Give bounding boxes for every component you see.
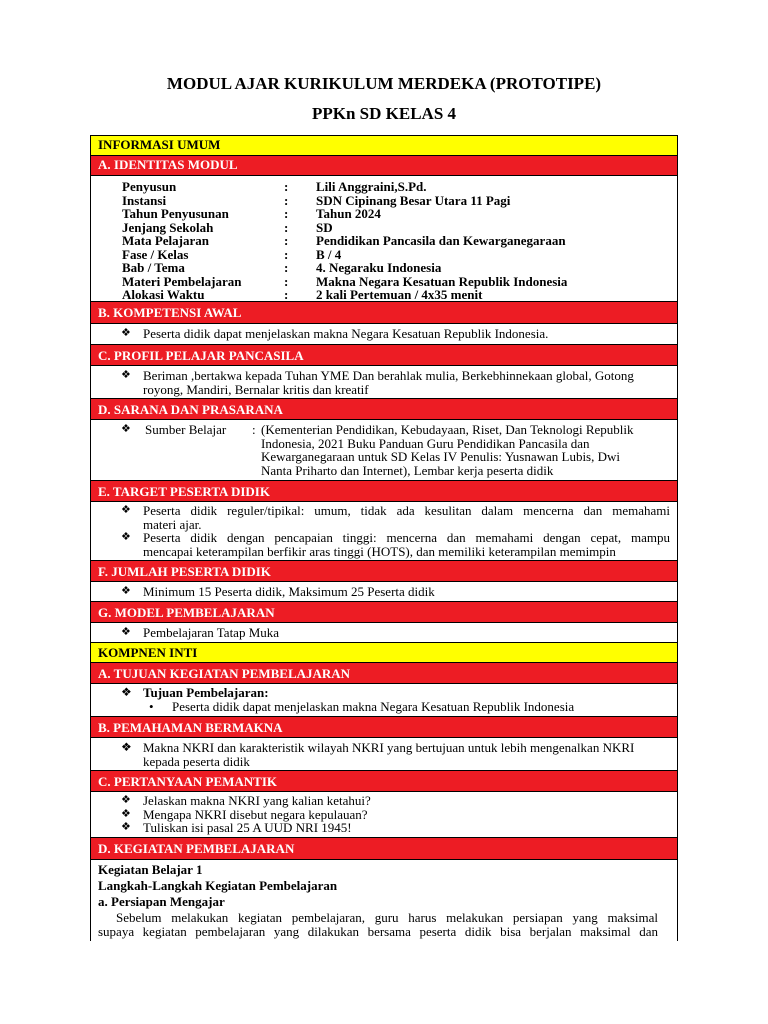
identitas-label: Fase / Kelas [122,246,189,262]
identitas-label: Alokasi Waktu [122,287,205,302]
sarana-prasarana-section [91,420,677,481]
kegiatan-header: D. KEGIATAN PEMBELAJARAN [91,838,677,860]
kompetensi-item: Peserta didik dapat menjelaskan makna Negara Kesatuan Republik Indonesia. [143,326,549,341]
sumber-belajar-line: (Kementerian Pendidikan, Kebudayaan, Riset, Dan Teknologi Republik [261,422,634,437]
identitas-modul-section [91,176,677,302]
target-peserta-section [91,502,677,561]
identitas-value: 4. Negaraku Indonesia [316,260,442,275]
identitas-value: SD [316,219,333,235]
pemahaman-header: B. PEMAHAMAN BERMAKNA [91,717,677,738]
profil-pancasila-header: C. PROFIL PELAJAR PANCASILA [91,345,677,366]
document-subtitle: PPKn SD KELAS 4 [311,104,457,123]
tujuan-item: Peserta didik dapat menjelaskan makna Negara Kesatuan Republik Indonesia [172,698,575,714]
pemahaman-line: kepada peserta didik [143,753,250,769]
identitas-label: Instansi [122,192,167,208]
kompetensi-awal-section [91,324,677,345]
informasi-umum-header: INFORMASI UMUM [91,136,677,156]
identitas-colon: : [284,260,289,275]
profil-line: Beriman ,bertakwa kepada Tuhan YME Dan berahlak mulia, Berkebhinnekaan global, Gotong [143,368,634,383]
identitas-label: Tahun Penyusunan [122,206,229,221]
diamond-bullet-icon: ❖ [121,626,131,638]
diamond-bullet-icon: ❖ [121,531,131,543]
kegiatan-belajar-label: Kegiatan Belajar 1 [98,862,203,877]
profil-pancasila-section [91,366,677,399]
diamond-bullet-icon: ❖ [121,369,131,381]
identitas-label: Mata Pelajaran [122,233,210,248]
sarana-prasarana-header: D. SARANA DAN PRASARANA [91,399,677,420]
model-item: Pembelajaran Tatap Muka [143,625,280,640]
dot-bullet-icon: • [149,698,154,714]
identitas-value: Pendidikan Pancasila dan Kewarganegaraan [316,233,566,248]
identitas-colon: : [284,192,289,208]
identitas-colon: : [284,273,289,289]
pemahaman-section [91,738,677,771]
target-peserta-header: E. TARGET PESERTA DIDIK [91,481,677,502]
pertanyaan-header: C. PERTANYAAN PEMANTIK [91,771,677,792]
identitas-value: Lili Anggraini,S.Pd. [316,179,427,194]
identitas-colon: : [284,179,289,194]
jumlah-item: Minimum 15 Peserta didik, Maksimum 25 Peserta didik [143,584,435,599]
persiapan-paragraph-line: supaya kegiatan pembelajaran yang dilakukan bersama peserta didik bisa berjalan maksimal dan [98,923,658,939]
identitas-value: SDN Cipinang Besar Utara 11 Pagi [316,192,511,208]
document-title: MODUL AJAR KURIKULUM MERDEKA (PROTOTIPE) [166,74,602,93]
komponen-inti-header: KOMPNEN INTI [91,643,677,663]
kompetensi-awal-header: B. KOMPETENSI AWAL [91,302,677,324]
jumlah-peserta-section [91,582,677,602]
sumber-belajar-line: Kewarganegaraan untuk SD Kelas IV Penulis: Yusnawan Lubis, Dwi [261,449,620,464]
target-line: Peserta didik dengan pencapaian tinggi: mencerna dan memahami dengan cepat, mampu [143,530,670,545]
sumber-belajar-colon: : [252,422,256,437]
target-line: Peserta didik reguler/tipikal: umum, tidak ada kesulitan dalam mencerna dan memahami [143,503,670,518]
diamond-bullet-icon: ❖ [121,794,131,806]
identitas-value: 2 kali Pertemuan / 4x35 menit [316,287,483,302]
pertanyaan-item: Tuliskan isi pasal 25 A UUD NRI 1945! [143,820,352,835]
identitas-colon: : [284,246,289,262]
target-line: mencapai keterampilan berfikir aras tinggi (HOTS), dan memiliki keterampilan memimpin [143,543,616,559]
model-pembelajaran-section [91,623,677,643]
identitas-label: Penyusun [122,179,177,194]
target-line: materi ajar. [143,516,202,532]
diamond-bullet-icon: ❖ [121,740,132,754]
identitas-label: Bab / Tema [122,260,185,275]
pemahaman-line: Makna NKRI dan karakteristik wilayah NKRI yang bertujuan untuk lebih mengenalkan NKRI [143,740,635,755]
identitas-value: Makna Negara Kesatuan Republik Indonesia [316,273,568,289]
diamond-bullet-icon: ❖ [121,685,132,699]
sumber-belajar-line: Nanta Priharto dan Internet), Lembar kerja peserta didik [261,462,554,478]
jumlah-peserta-header: F. JUMLAH PESERTA DIDIK [91,561,677,582]
profil-line: royong, Mandiri, Bernalar kritis dan kreatif [143,381,369,397]
identitas-label: Materi Pembelajaran [122,273,242,289]
diamond-bullet-icon: ❖ [121,821,131,833]
identitas-colon: : [284,233,289,248]
diamond-bullet-icon: ❖ [121,504,131,516]
sumber-belajar-line: Indonesia, 2021 Buku Panduan Guru Pendidikan Pancasila dan [261,435,590,451]
diamond-bullet-icon: ❖ [121,423,131,435]
diamond-bullet-icon: ❖ [121,807,131,820]
pertanyaan-item: Jelaskan makna NKRI yang kalian ketahui? [143,793,371,808]
tujuan-section [91,684,677,717]
identitas-value: B / 4 [316,246,342,262]
diamond-bullet-icon: ❖ [121,327,131,339]
identitas-colon: : [284,219,289,235]
pertanyaan-section [91,792,677,838]
sumber-belajar-label: Sumber Belajar [145,422,227,437]
pertanyaan-item: Mengapa NKRI disebut negara kepulauan? [143,806,368,822]
kegiatan-section [91,860,677,941]
identitas-modul-header: A. IDENTITAS MODUL [91,156,677,176]
identitas-label: Jenjang Sekolah [122,219,214,235]
tujuan-label: Tujuan Pembelajaran: [143,685,269,700]
persiapan-paragraph-line: Sebelum melakukan kegiatan pembelajaran, guru harus melakukan persiapan yang maksimal [116,910,658,925]
module-table [90,135,678,941]
model-pembelajaran-header: G. MODEL PEMBELAJARAN [91,602,677,623]
identitas-value: Tahun 2024 [316,206,381,221]
identitas-colon: : [284,287,289,302]
langkah-label: Langkah-Langkah Kegiatan Pembelajaran [98,878,338,893]
diamond-bullet-icon: ❖ [121,585,131,597]
tujuan-header: A. TUJUAN KEGIATAN PEMBELAJARAN [91,663,677,684]
identitas-colon: : [284,206,289,221]
persiapan-label: a. Persiapan Mengajar [98,894,225,909]
